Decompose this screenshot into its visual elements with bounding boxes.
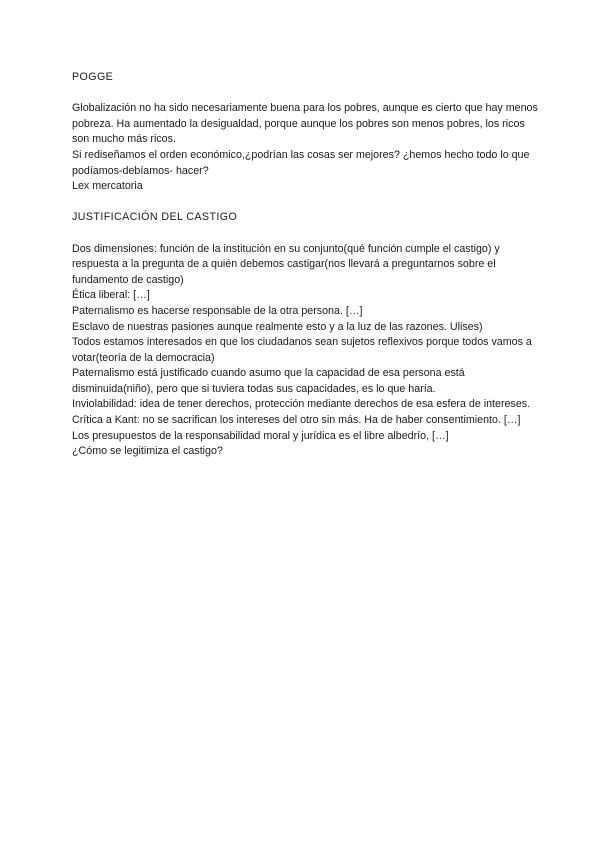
paragraph: Todos estamos interesados en que los ciudadanos sean sujetos reflexivos porque todos vamos a votar(teoría de la democracia) [72, 336, 532, 364]
section-heading-pogge: POGGE [72, 71, 114, 83]
spacer [72, 86, 538, 102]
paragraph: Dos dimensiones: función de la institución en su conjunto(qué función cumple el castigo) y respuesta a la pregunta de a quién debemos castigar(nos llevará a preguntarnos sobre el fundamento de castigo) [72, 242, 500, 286]
paragraph: Lex mercatoria [72, 180, 143, 193]
paragraph: Esclavo de nuestras pasiones aunque realmente esto y a la luz de las razones. Ulises) [72, 320, 483, 333]
paragraph: Paternalismo está justificado cuando asumo que la capacidad de esa persona está disminuida(niño), pero que si tuviera todas sus capacidades, es lo que haría. [72, 367, 465, 395]
paragraph: Globalización no ha sido necesariamente buena para los pobres, aunque es cierto que hay menos pobreza. Ha aumentado la desigualdad, porque aunque los pobres son menos pobres, los ricos son mucho más ricos. [72, 102, 538, 146]
paragraph: Ética liberal: […] [72, 289, 150, 302]
spacer [72, 195, 538, 211]
paragraph: Si rediseñamos el orden económico,¿podrían las cosas ser mejores? ¿hemos hecho todo lo que podíamos-debíamos- hacer? [72, 148, 530, 177]
paragraph: Paternalismo es hacerse responsable de la otra persona. […] [72, 304, 363, 317]
document-body [72, 70, 538, 460]
paragraph: Inviolabilidad: idea de tener derechos, protección mediante derechos de esa esfera de intereses. [72, 398, 531, 411]
paragraph: Crítica a Kant: no se sacrifican los intereses del otro sin más. Ha de haber consentimiento. […] [72, 414, 521, 427]
paragraph: Los presupuestos de la responsabilidad moral y jurídica es el libre albedrío, […] [72, 429, 449, 442]
paragraph: ¿Cómo se legitimiza el castigo? [72, 445, 223, 458]
spacer [72, 226, 538, 242]
section-heading-castigo: JUSTIFICACIÓN DEL CASTIGO [72, 211, 238, 224]
